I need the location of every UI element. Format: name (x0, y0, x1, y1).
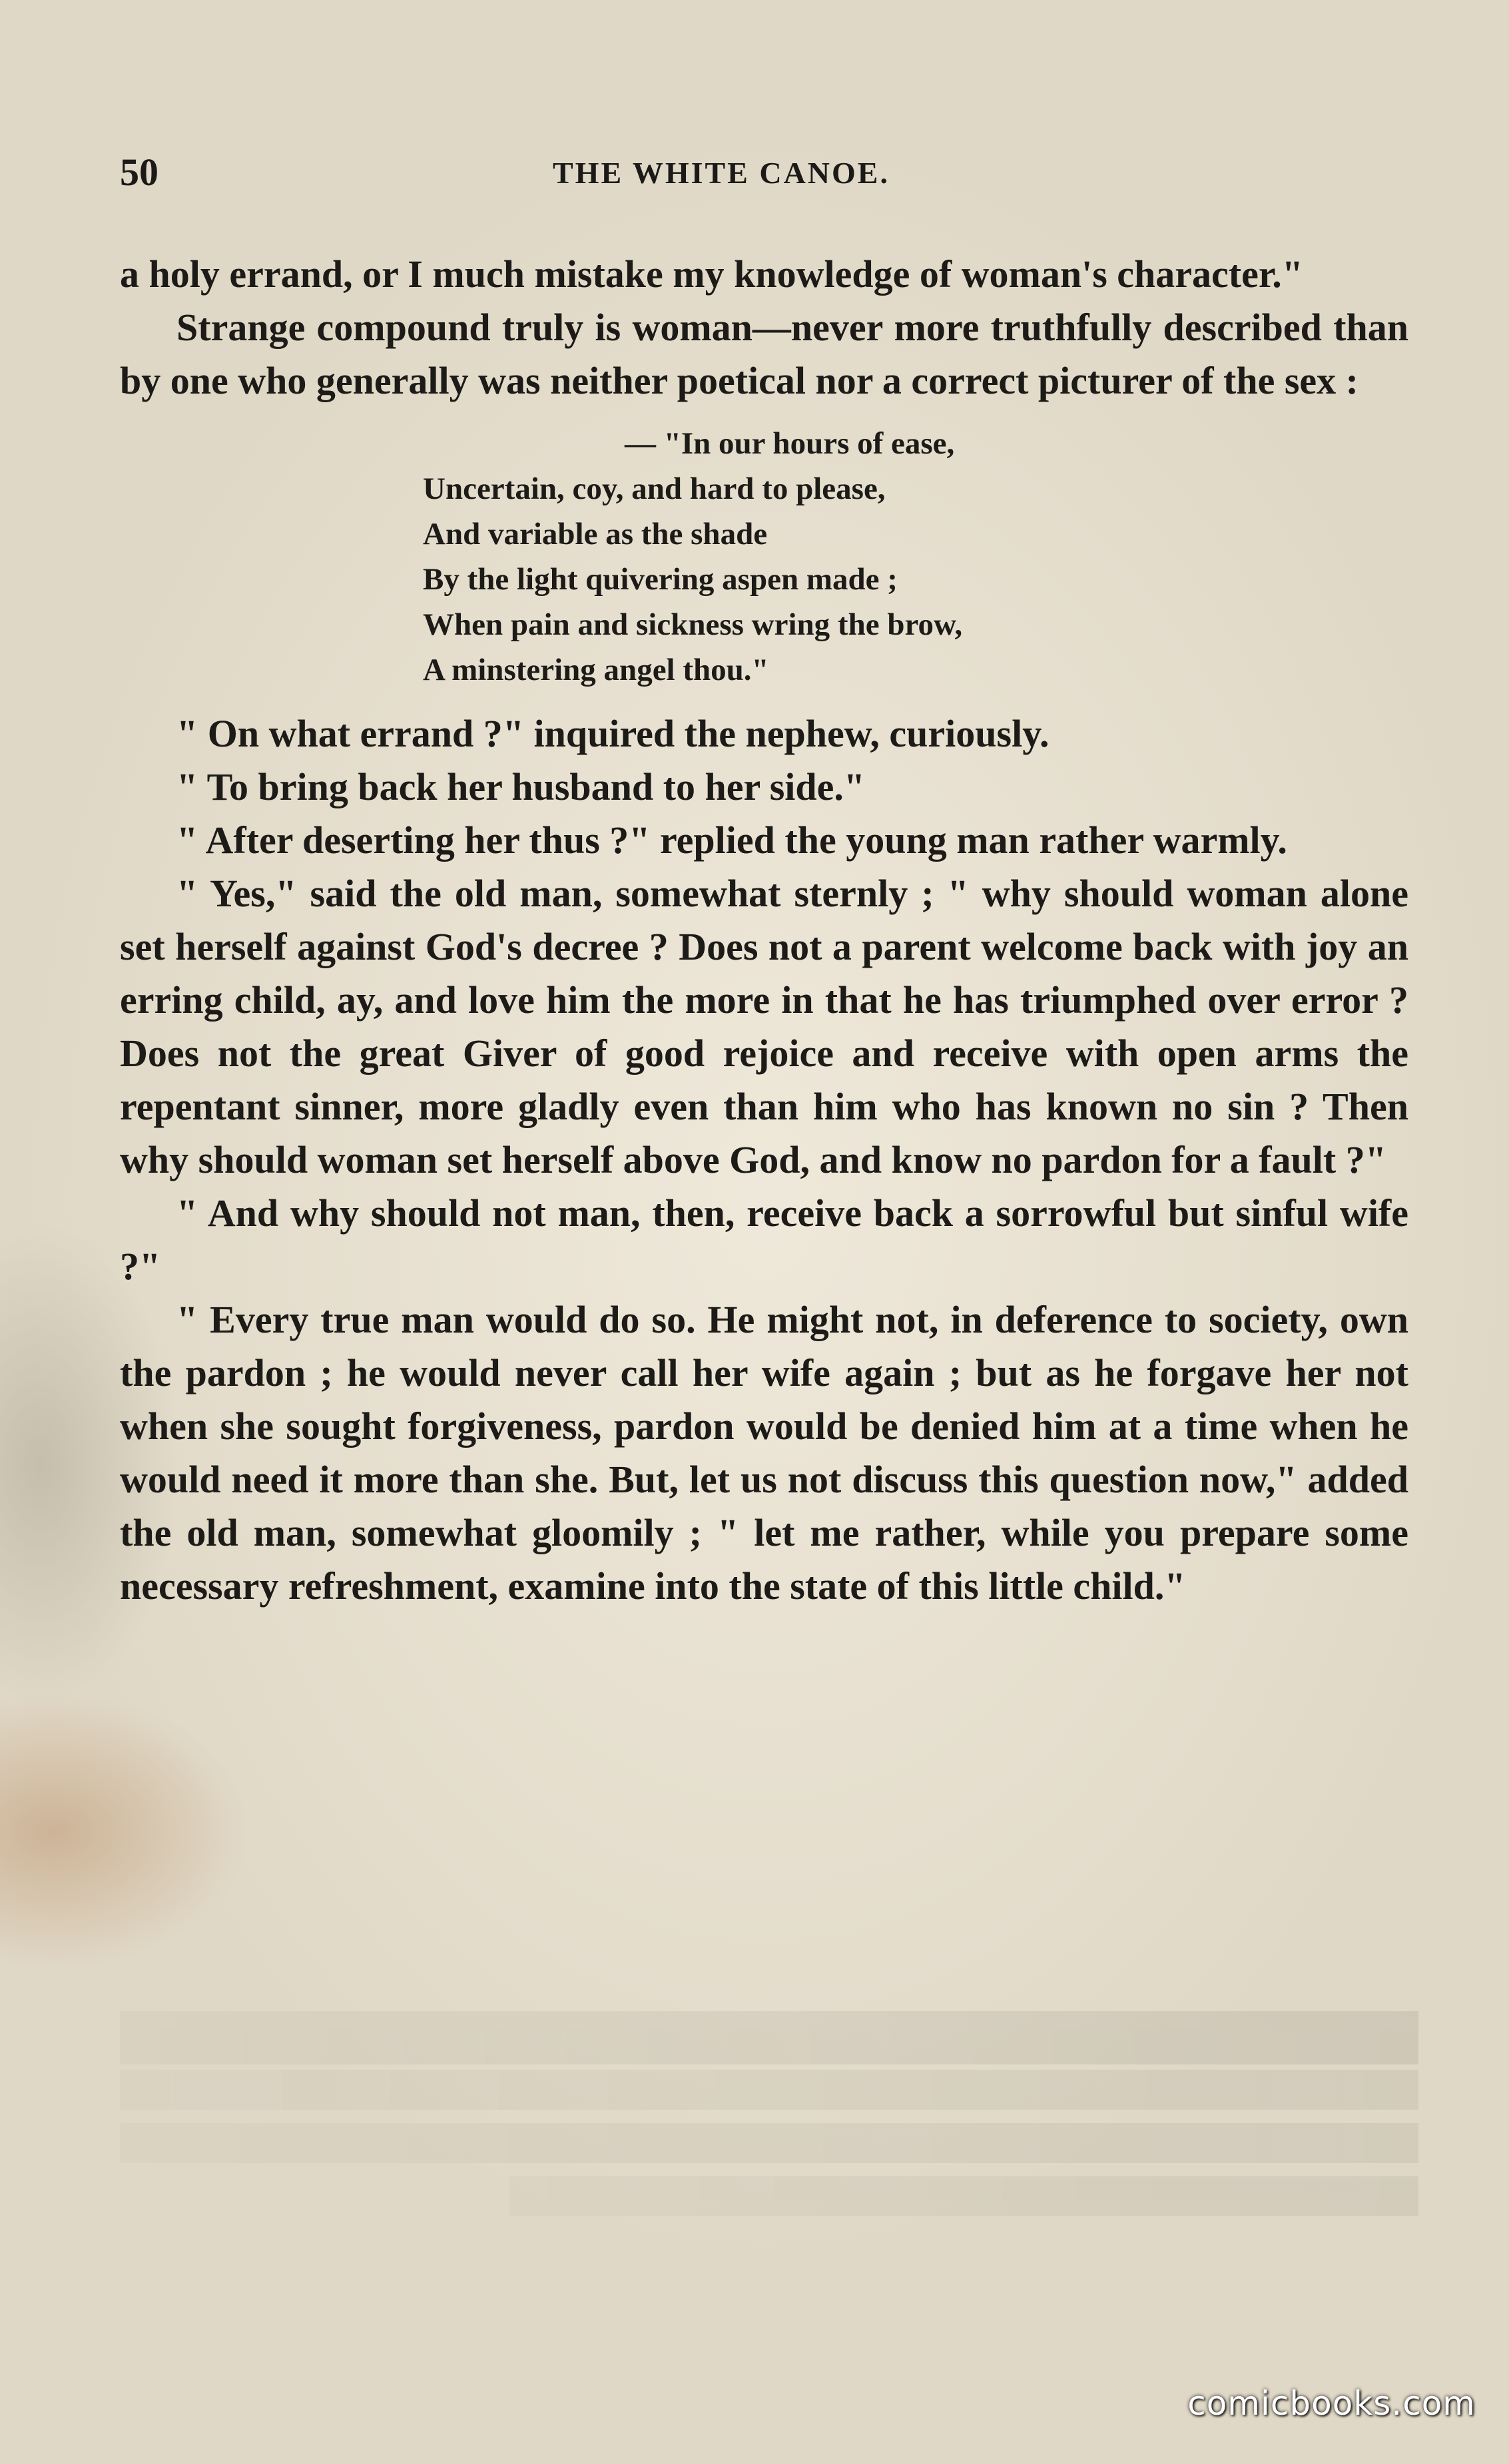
paragraph: a holy errand, or I much mistake my knowledge of woman's character." (120, 252, 1303, 296)
bleed-through-texture (120, 2011, 1418, 2216)
verse-line: By the light quivering aspen made ; (423, 562, 898, 597)
paragraph: Strange compound truly is woman—never more truthfully described than by one who generally was neither poetical nor a correct picturer of the sex : (120, 306, 1408, 402)
verse-quotation (423, 421, 1408, 693)
dialogue-paragraph: " And why should not man, then, receive back a sorrowful but sinful wife ?" (120, 1191, 1408, 1288)
verse-line: And variable as the shade (423, 517, 768, 551)
verse-line: When pain and sickness wring the brow, (423, 607, 963, 642)
dialogue-paragraph: " After deserting her thus ?" replied the young man rather warmly. (176, 818, 1287, 862)
running-title: THE WHITE CANOE. (553, 156, 890, 190)
page-number: 50 (120, 151, 158, 194)
verse-line: A minstering angel thou." (423, 653, 769, 687)
dialogue-paragraph: " On what errand ?" inquired the nephew, curiously. (176, 712, 1050, 755)
page-header (120, 150, 1408, 196)
body-text (120, 248, 1408, 1613)
dialogue-paragraph: " To bring back her husband to her side." (176, 765, 866, 808)
dialogue-paragraph: " Every true man would do so. He might not, in deference to society, own the pardon ; he would never call her wife again ; but as he forgave her not when she sought forgiveness, pardon would be denied him at a time when he would need it more than she. But, let us not discuss this question now," added the old man, somewhat gloomily ; " let me rather, while you prepare some necessary refreshment, examine into the state of this little child." (120, 1298, 1408, 1608)
verse-line: — "In our hours of ease, (625, 426, 955, 461)
dialogue-paragraph: " Yes," said the old man, somewhat sternly ; " why should woman alone set herself against God's decree ? Does not a parent welcome back with joy an erring child, ay, and love him the more in that he has triumphed over error ? Does not the great Giver of good rejoice and receive with open arms the repentant sinner, more gladly even than him who has known no sin ? Then why should woman set herself above God, and know no pardon for a fault ?" (120, 872, 1408, 1181)
verse-line: Uncertain, coy, and hard to please, (423, 471, 886, 506)
watermark: comicbooks.com (1187, 2384, 1476, 2423)
